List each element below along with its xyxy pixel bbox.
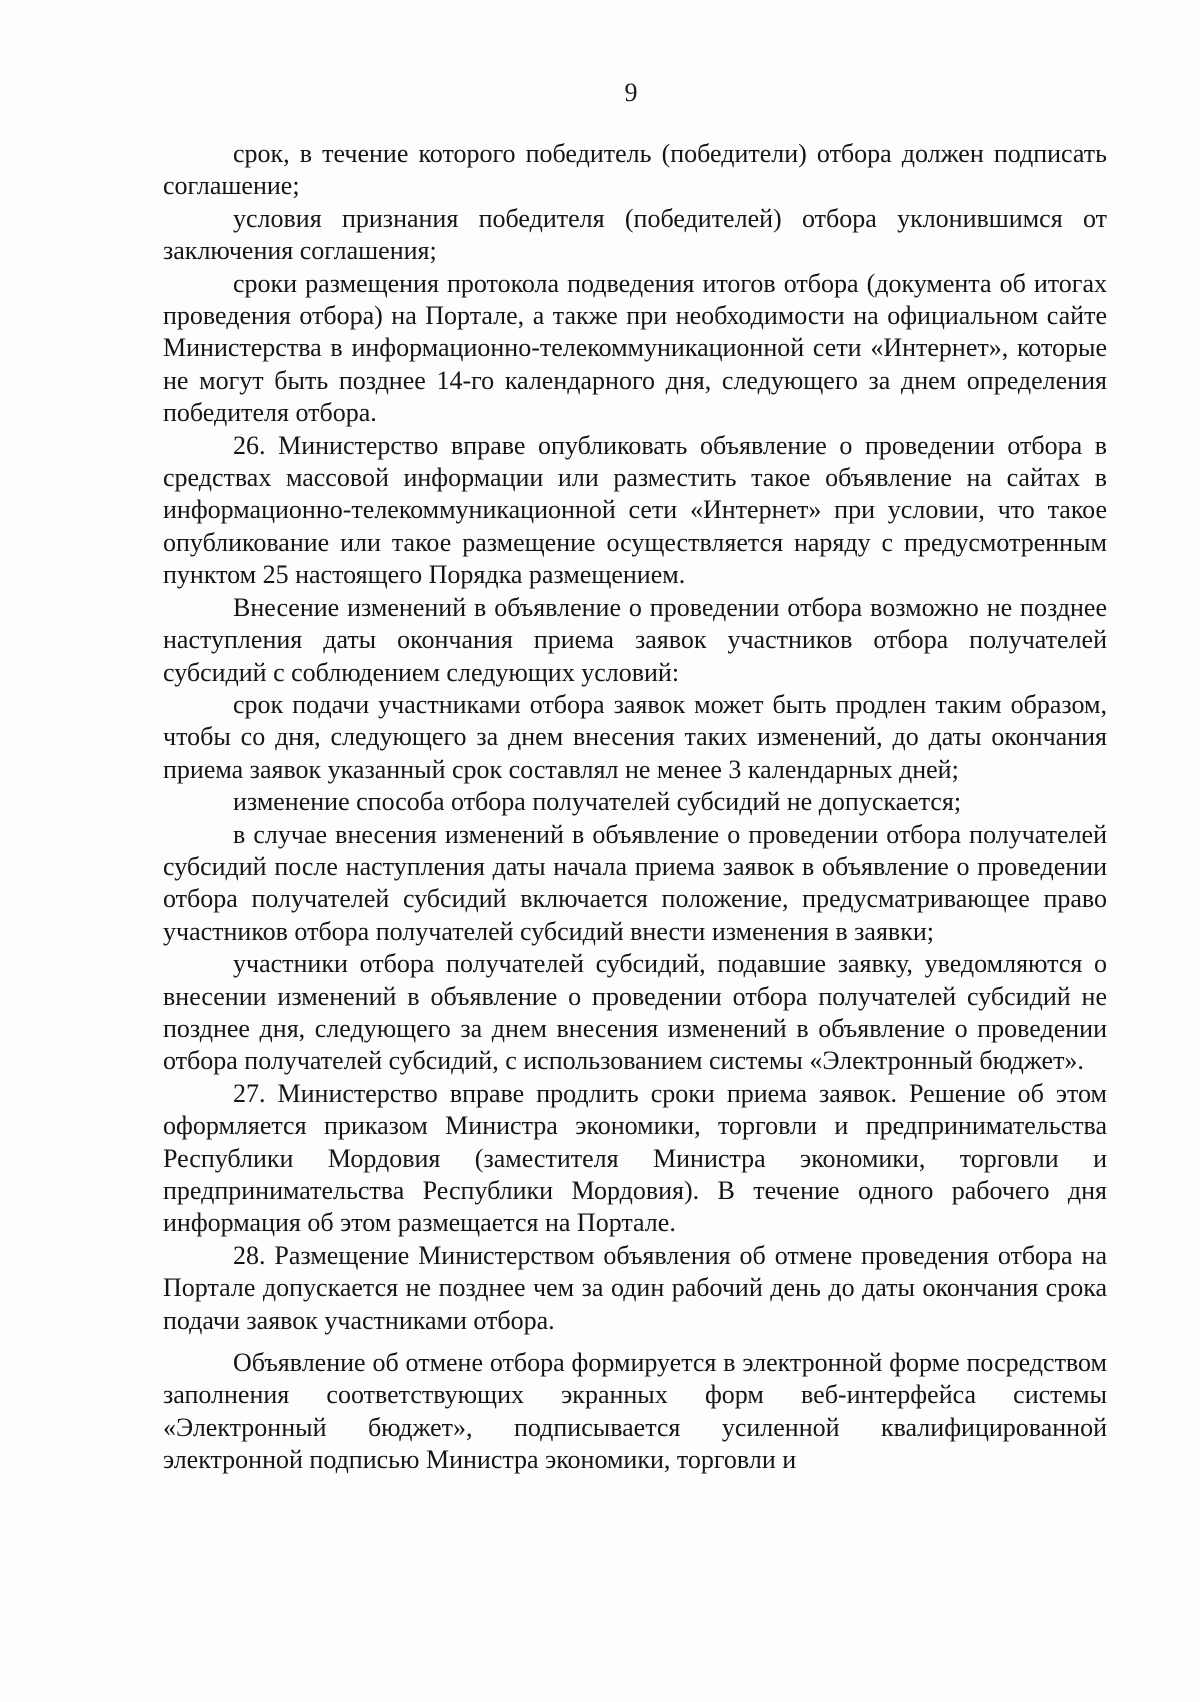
- paragraph-amendments-intro: Внесение изменений в объявление о проведении отбора возможно не позднее наступления даты окончания приема заявок участников отбора получателей субсидий с соблюдением следующих условий:: [163, 592, 1107, 687]
- paragraph-clause-28: 28. Размещение Министерством объявления об отмене проведения отбора на Портале допускается не позднее чем за один рабочий день до даты окончания срока подачи заявок участниками отбора.: [163, 1240, 1107, 1335]
- document-body: [163, 138, 1107, 1477]
- paragraph-protocol-deadline: сроки размещения протокола подведения итогов отбора (документа об итогах проведения отбора) на Портале, а также при необходимости на официальном сайте Министерства в информационно-телекоммуникационной сети «Интернет», которые не могут быть позднее 14-го календарного дня, следующего за днем определения победителя отбора.: [163, 268, 1107, 428]
- paragraph-evasion-conditions: условия признания победителя (победителей) отбора уклонившимся от заключения соглашения;: [163, 203, 1107, 266]
- paragraph-signing-deadline: срок, в течение которого победитель (победители) отбора должен подписать соглашение;: [163, 139, 1107, 201]
- paragraph-clause-26: 26. Министерство вправе опубликовать объявление о проведении отбора в средствах массовой информации или разместить такое объявление на сайтах в информационно-телекоммуникационной сети «Интернет» при условии, что такое опубликование или такое размещение осуществляется наряду с предусмотренным пунктом 25 настоящего Порядка размещением.: [163, 430, 1107, 590]
- paragraph-amend-applications: в случае внесения изменений в объявление о проведении отбора получателей субсидий после наступления даты начала приема заявок в объявление о проведении отбора получателей субсидий включается положение, предусматривающее право участников отбора получателей субсидий внести изменения в заявки;: [163, 819, 1107, 946]
- paragraph-deadline-extension: срок подачи участниками отбора заявок может быть продлен таким образом, чтобы со дня, следующего за днем внесения таких изменений, до даты окончания приема заявок указанный срок составлял не менее 3 календарных дней;: [163, 689, 1107, 784]
- paragraph-method-change: изменение способа отбора получателей субсидий не допускается;: [233, 787, 962, 817]
- paragraph-cancellation-notice: Объявление об отмене отбора формируется в электронной форме посредством заполнения соответствующих экранных форм веб-интерфейса системы «Электронный бюджет», подписывается усиленной квалифицированной электронной подписью Министра экономики, торговли и: [163, 1348, 1107, 1475]
- page-number: 9: [624, 78, 638, 107]
- paragraph-participant-notice: участники отбора получателей субсидий, подавшие заявку, уведомляются о внесении изменений в объявление о проведении отбора получателей субсидий не позднее дня, следующего за днем внесения изменений в объявление о проведении отбора получателей субсидий, с использованием системы «Электронный бюджет».: [163, 949, 1107, 1076]
- paragraph-clause-27: 27. Министерство вправе продлить сроки приема заявок. Решение об этом оформляется приказом Министра экономики, торговли и предпринимательства Республики Мордовия (заместителя Министра экономики, торговли и предпринимательства Республики Мордовия). В течение одного рабочего дня информация об этом размещается на Портале.: [163, 1078, 1107, 1238]
